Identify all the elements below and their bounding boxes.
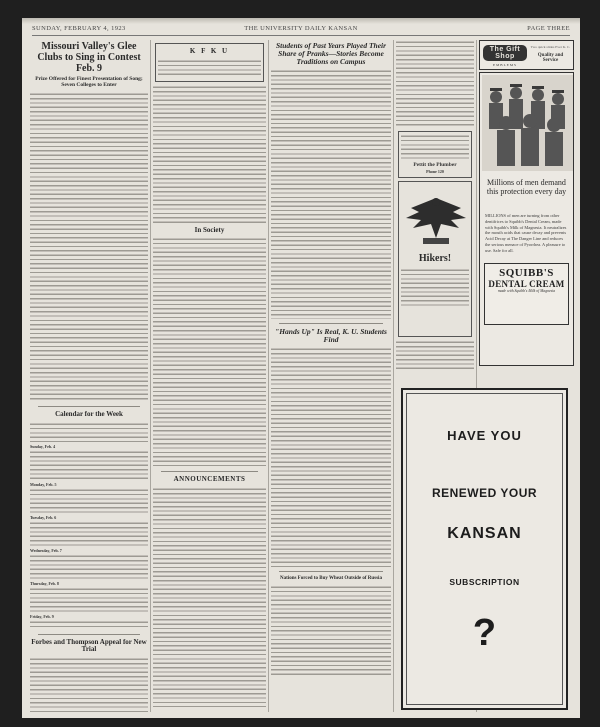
- column-rule: [150, 40, 151, 712]
- plumber-phone: Phone 120: [426, 169, 444, 174]
- kansan-ad-line-2: RENEWED YOUR: [431, 486, 538, 500]
- calendar-body: [30, 450, 148, 480]
- kansan-ad-line-4: SUBSCRIPTION: [449, 577, 520, 587]
- eagle-icon: [401, 188, 471, 248]
- calendar-body: [30, 488, 148, 513]
- crowd-illustration-icon: [482, 75, 573, 171]
- gift-shop-logo: The Gift Shop EMBLEMS: [483, 45, 527, 67]
- separator: [279, 323, 383, 324]
- kfku-box: [155, 43, 264, 82]
- calendar-body: [30, 422, 148, 442]
- squibb-body: MILLIONS of men are turning from other dentifrices to Squibb's Dental Cream, made with Squibb's Milk of Magnesia. It neutralizes the mouth acids that cause decay and prevents Acid Decay at The Danger Line and reduces the serious menace of Pyorrhea. A pleasure to use. Safe for all.: [485, 213, 567, 253]
- separator: [38, 406, 140, 407]
- article-body: [153, 85, 266, 225]
- calendar-day: Tuesday, Feb. 6: [30, 514, 57, 520]
- calendar-body: [30, 521, 148, 546]
- column-2: [153, 40, 266, 712]
- article-body: [271, 585, 391, 675]
- separator: [161, 471, 258, 472]
- header-masthead: THE UNIVERSITY DAILY KANSAN: [244, 25, 358, 32]
- ad-text: [396, 40, 474, 128]
- calendar-day: Sunday, Feb. 4: [30, 443, 56, 449]
- hands-up-headline: "Hands Up" Is Real, K. U. Students Find: [275, 327, 387, 345]
- kfku-subtitle: [158, 59, 261, 77]
- gift-shop-quality: Quality and Service: [537, 53, 564, 63]
- article-body: [30, 657, 148, 712]
- ad-text: [396, 340, 474, 370]
- column-3: [271, 40, 391, 712]
- article-body: [271, 347, 391, 567]
- plumber-ad: [398, 131, 472, 178]
- society-headline: In Society: [194, 225, 225, 234]
- article-body: [30, 92, 148, 402]
- column-rule: [268, 40, 269, 712]
- gift-shop-tagline: Two quick slides Ever K. C.: [530, 45, 571, 49]
- column-1: [30, 40, 148, 712]
- column-rule: [393, 40, 394, 712]
- gift-shop-ad: [479, 40, 574, 70]
- hikers-caption: Hikers!: [418, 253, 452, 264]
- squibb-logo: SQUIBB'S DENTAL CREAM made with Squibb's Milk of Magnesia: [484, 263, 569, 325]
- ad-text: [401, 134, 469, 160]
- header-page-number: PAGE THREE: [527, 25, 570, 32]
- newspaper-page: [22, 18, 580, 718]
- kansan-ad-line-3: KANSAN: [447, 525, 522, 542]
- header-date: SUNDAY, FEBRUARY 4, 1923: [32, 25, 126, 32]
- calendar-day: Thursday, Feb. 8: [30, 580, 59, 586]
- calendar-day: Wednesday, Feb. 7: [30, 547, 62, 553]
- nations-headline: Nations Forced to Buy Wheat Outside of Russia: [280, 576, 382, 582]
- lead-headline: Missouri Valley's Glee Clubs to Sing in Contest Feb. 9: [37, 41, 141, 74]
- article-body: [271, 69, 391, 319]
- separator: [38, 634, 140, 635]
- calendar-day: Monday, Feb. 5: [30, 481, 57, 487]
- lead-deck: Prize Offered for Finest Presentation of Song; Seven Colleges to Enter: [35, 76, 143, 89]
- announcements-body: [153, 487, 266, 707]
- plumber-name: Pettit the Plumber: [413, 162, 457, 168]
- separator: [279, 571, 383, 572]
- kansan-ad-question-mark: ?: [472, 612, 497, 654]
- calendar-body: [30, 587, 148, 612]
- hikers-ad: [398, 181, 472, 337]
- ad-text: [401, 268, 469, 308]
- calendar-headline: Calendar for the Week: [55, 410, 123, 419]
- calendar-day: Friday, Feb. 9: [30, 613, 54, 619]
- announcements-headline: ANNOUNCEMENTS: [173, 475, 246, 484]
- bottom-headline: Forbes and Thompson Appeal for New Trial: [31, 637, 147, 654]
- society-body: [153, 237, 266, 467]
- calendar-body: [30, 620, 148, 630]
- kansan-subscription-ad: [401, 388, 568, 710]
- squibb-ad: [479, 72, 574, 366]
- page-header: [32, 23, 570, 36]
- kansan-ad-line-1: HAVE YOU: [447, 428, 522, 443]
- pranks-headline: Students of Past Years Played Their Share of Pranks—Stories Become Traditions on Campus: [275, 41, 387, 67]
- squibb-headline: Millions of men demand this protection every day: [486, 178, 567, 196]
- kfku-title: K F K U: [189, 47, 230, 55]
- calendar-body: [30, 554, 148, 579]
